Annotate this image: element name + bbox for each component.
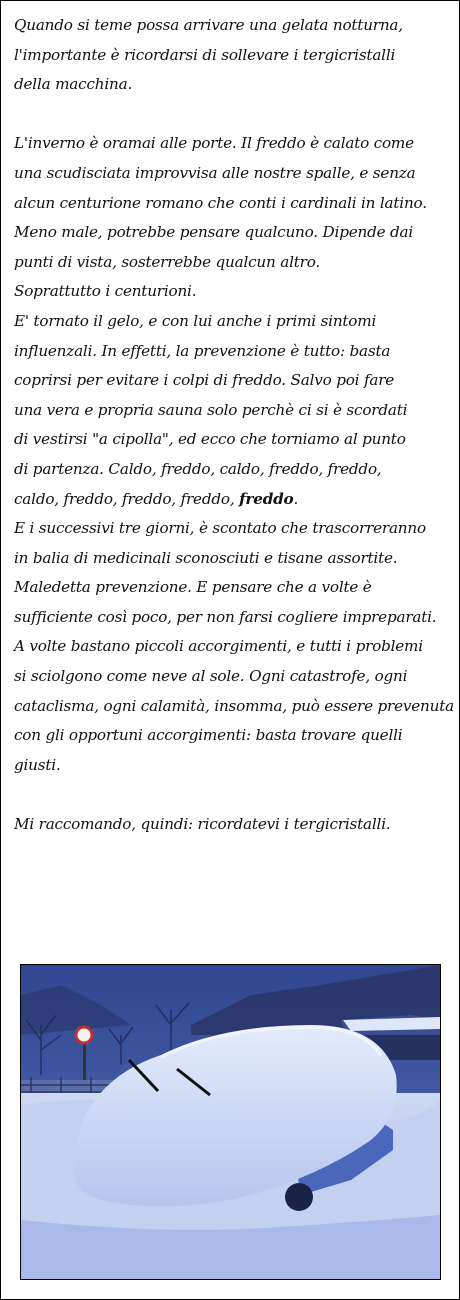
text-line: sufficiente così poco, per non farsi cogliere impreparati. (14, 607, 437, 626)
text-line: influenzali. In effetti, la prevenzione è tutto: basta (14, 341, 391, 360)
text-line: E i successivi tre giorni, è scontato che trascorreranno (14, 519, 426, 538)
text-line: di vestirsi "a cipolla", ed ecco che torniamo al punto (14, 430, 406, 449)
text-line: coprirsi per evitare i colpi di freddo. Salvo poi fare (14, 371, 395, 390)
text-line: in balia di medicinali sconosciuti e tisane assortite. (14, 548, 398, 567)
text-line: una scudisciata improvvisa alle nostre spalle, e senza (14, 163, 416, 182)
blank-line (14, 100, 454, 130)
text-line: Quando si teme possa arrivare una gelata notturna, (14, 16, 403, 34)
text-line: l'importante è ricordarsi di sollevare i tergicristalli (14, 45, 396, 64)
text-line: A volte bastano piccoli accorgimenti, e tutti i problemi (14, 637, 423, 656)
post-text (14, 11, 454, 840)
text-line: Soprattutto i centurioni. (14, 282, 197, 301)
text-line: alcun centurione romano che conti i cardinali in latino. (14, 193, 427, 212)
text-line: con gli opportuni accorgimenti: basta trovare quelli (14, 726, 403, 745)
text-line: una vera e propria sauna solo perchè ci si è scordati (14, 400, 408, 419)
text-line: E' tornato il gelo, e con lui anche i primi sintomi (14, 311, 377, 330)
emphasis-word: freddo (239, 489, 294, 508)
text-line: Mi raccomando, quindi: ricordatevi i tergicristalli. (14, 815, 391, 834)
text-line: caldo, freddo, freddo, freddo, (14, 489, 235, 508)
text-line: Maledetta prevenzione. E pensare che a volte è (14, 578, 372, 597)
text-line-with-emphasis (14, 485, 454, 515)
text-line: cataclisma, ogni calamità, insomma, può essere prevenuta (14, 696, 454, 715)
text-line: si sciolgono come neve al sole. Ogni catastrofe, ogni (14, 667, 408, 686)
emphasis-punct: . (293, 489, 299, 508)
snow-covered-car-photo (20, 964, 441, 1280)
blank-line (14, 780, 454, 810)
text-line: L'inverno è oramai alle porte. Il freddo è calato come (14, 134, 414, 153)
text-line: Meno male, potrebbe pensare qualcuno. Dipende dai (14, 223, 414, 242)
text-line: punti di vista, sosterrebbe qualcun altro. (14, 252, 321, 271)
text-line: della macchina. (14, 75, 133, 94)
text-line: di partenza. Caldo, freddo, caldo, freddo, freddo, (14, 459, 382, 478)
text-line: giusti. (14, 755, 61, 774)
